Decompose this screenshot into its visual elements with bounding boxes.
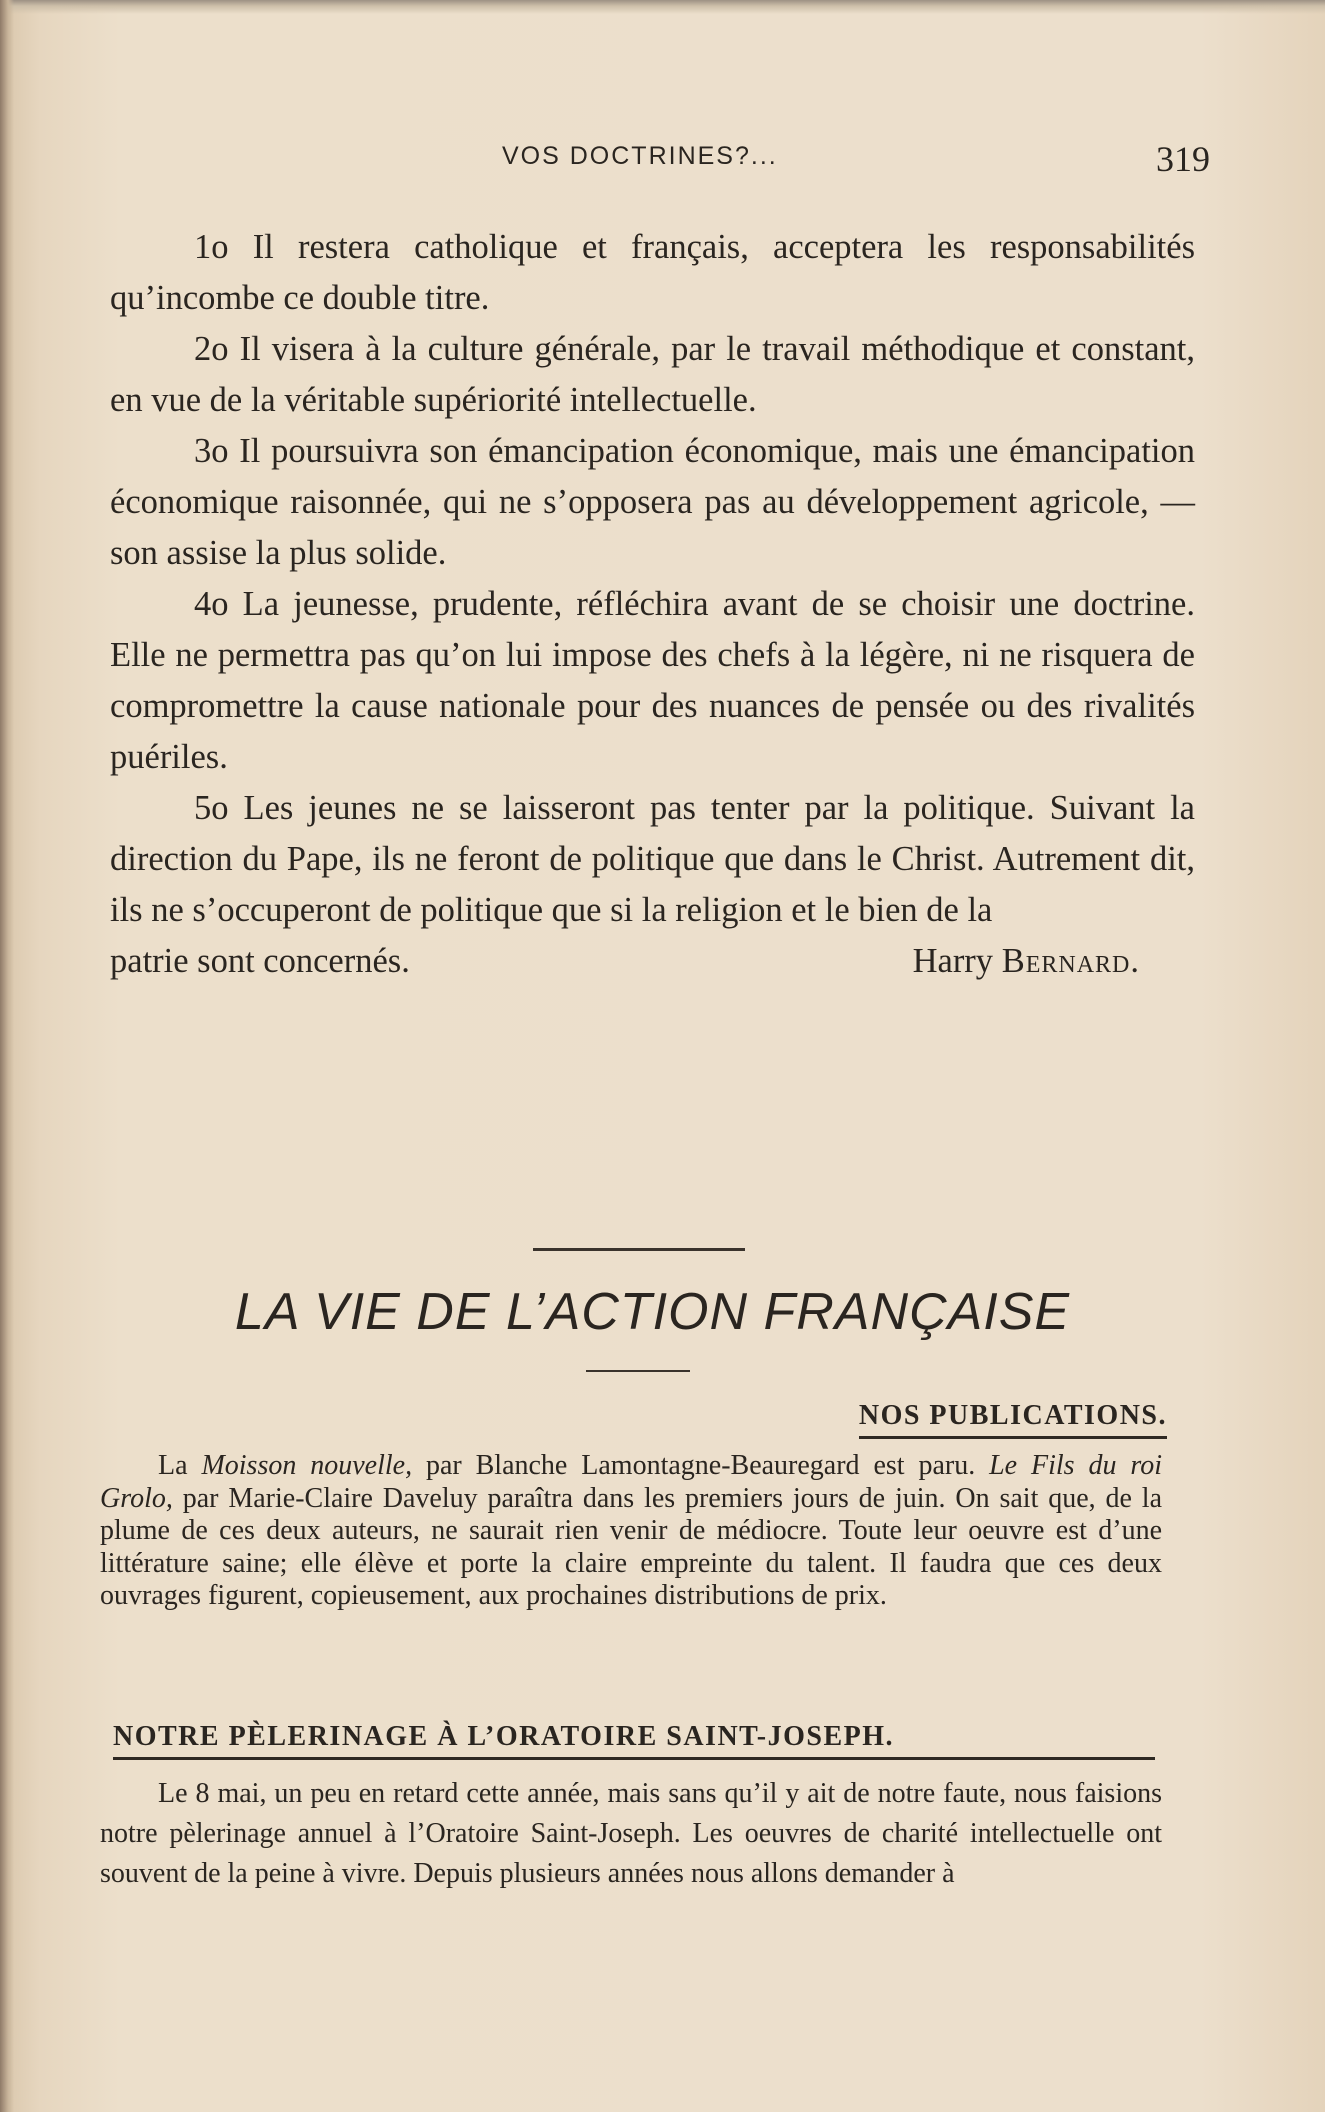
- author-last-name: Bernard.: [1001, 942, 1140, 980]
- book-title-1: Moisson nouvelle,: [201, 1450, 413, 1481]
- pilgrimage-heading: NOTRE PÈLERINAGE À L’ORATOIRE SAINT-JOSEPH.: [113, 1721, 1155, 1760]
- running-head: [110, 138, 1210, 178]
- closing-line: [110, 936, 1195, 987]
- running-head-title: VOS DOCTRINES?...: [502, 142, 778, 170]
- page-top-edge: [0, 0, 1325, 14]
- book-title-2: Le Fils du roi Grolo,: [100, 1450, 1162, 1514]
- page-left-edge: [0, 0, 14, 2112]
- paragraph-1: 1o Il restera catholique et français, acceptera les responsabilités qu’incombe ce double titre.: [110, 228, 1195, 317]
- publications-heading: NOS PUBLICATIONS.: [859, 1400, 1167, 1439]
- section-title: LA VIE DE L’ACTION FRANÇAISE: [234, 1283, 1071, 1341]
- author-first-name: Harry: [912, 942, 994, 980]
- closing-text: patrie sont concernés.: [110, 942, 410, 980]
- publications-text-part-3: par Marie-Claire Daveluy paraîtra dans les premiers jours de juin. On sait que, de la plume de ces deux auteurs, ne saurait rien venir de médiocre. Toute leur oeuvre est d’une littérature saine; elle élève et porte la claire empreinte du talent. Il faudra que ces deux ouvrages figurent, copieusement, aux prochaines distributions de prix.: [100, 1482, 1162, 1611]
- paragraph-2: 2o Il visera à la culture générale, par le travail méthodique et constant, en vue de la véritable supériorité intellectuelle.: [110, 330, 1195, 419]
- article-body: [110, 222, 1195, 987]
- publications-text: [100, 1450, 1162, 1613]
- publications-text-part-1: La: [158, 1450, 202, 1481]
- page-number: 319: [1156, 139, 1210, 179]
- paragraph-5: 5o Les jeunes ne se laisseront pas tenter par la politique. Suivant la direction du Pape, ils ne feront de politique que dans le Christ. Autrement dit, ils ne s’occuperont de politique que si la religion et le bien de la: [110, 789, 1195, 929]
- paragraph-4: 4o La jeunesse, prudente, réfléchira avant de se choisir une doctrine. Elle ne permettra pas qu’on lui impose des chefs à la légère, ni ne risquera de compromettre la cause nationale pour des nuances de pensée ou des rivalités puériles.: [110, 585, 1195, 776]
- pilgrimage-paragraph: Le 8 mai, un peu en retard cette année, mais sans qu’il y ait de notre faute, nous faisions notre pèlerinage annuel à l’Oratoire Saint-Joseph. Les oeuvres de charité intellectuelle ont souvent de la peine à vivre. Depuis plusieurs années nous allons demander à: [100, 1778, 1162, 1889]
- author-signature: [913, 936, 1140, 987]
- pilgrimage-text: [100, 1774, 1162, 1894]
- publications-text-part-2: par Blanche Lamontagne-Beauregard est paru.: [412, 1450, 990, 1481]
- paragraph-3: 3o Il poursuivra son émancipation économique, mais une émancipation économique raisonnée, qui ne s’opposera pas au développement agricole, — son assise la plus solide.: [110, 432, 1195, 572]
- section-divider: [533, 1248, 745, 1251]
- title-underline-rule: [586, 1370, 690, 1372]
